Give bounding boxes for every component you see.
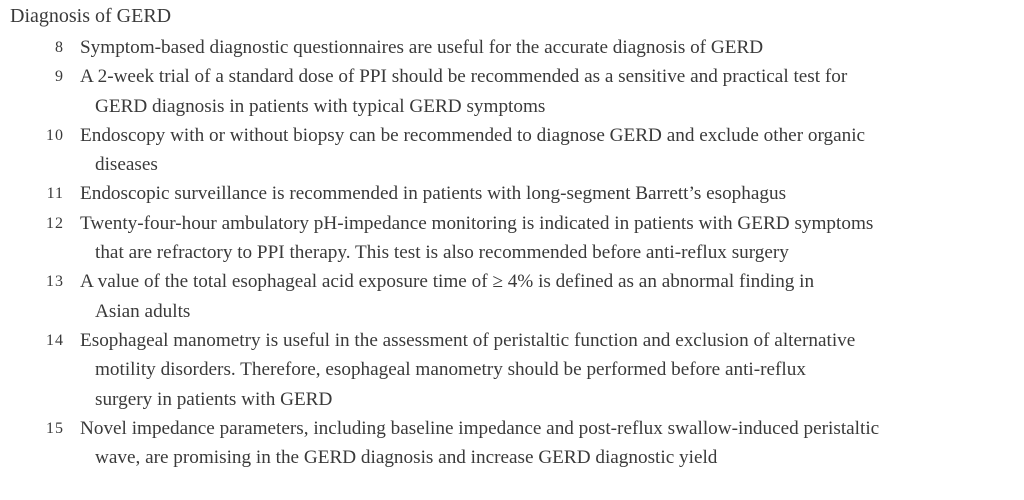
statement-text-line: that are refractory to PPI therapy. This test is also recommended before anti-reflux surgery (95, 242, 789, 264)
statement-text-line: Asian adults (95, 300, 191, 322)
statement-text-line: motility disorders. Therefore, esophageal manometry should be performed before anti-reflux (95, 359, 806, 381)
statement-item (0, 33, 1024, 62)
statement-number: 9 (55, 68, 64, 86)
statement-number: 10 (46, 126, 64, 144)
statement-item (0, 62, 1024, 121)
statement-text-line: Esophageal manometry is useful in the assessment of peristaltic function and exclusion of alternative (80, 329, 856, 351)
statement-number: 11 (46, 185, 64, 203)
statement-number: 14 (46, 331, 64, 349)
statement-item (0, 209, 1024, 268)
statement-text-line: A value of the total esophageal acid exposure time of ≥ 4% is defined as an abnormal finding in (80, 271, 815, 293)
section-heading: Diagnosis of GERD (10, 5, 172, 27)
statement-text-line: Twenty-four-hour ambulatory pH-impedance monitoring is indicated in patients with GERD symptoms (80, 212, 874, 234)
statement-item (0, 179, 1024, 208)
statement-number: 8 (55, 39, 64, 56)
statement-text-line: wave, are promising in the GERD diagnosis and increase GERD diagnostic yield (95, 447, 718, 469)
statement-text-line: GERD diagnosis in patients with typical GERD symptoms (95, 95, 546, 117)
statement-list (0, 33, 1024, 472)
statement-number: 15 (46, 419, 64, 437)
statement-text-line: A 2-week trial of a standard dose of PPI should be recommended as a sensitive and practical test for (80, 66, 848, 88)
statement-text-line: Endoscopy with or without biopsy can be recommended to diagnose GERD and exclude other organic (80, 124, 866, 146)
statement-text-line: diseases (95, 154, 158, 176)
statement-text-line: surgery in patients with GERD (95, 388, 333, 410)
statement-item (0, 121, 1024, 180)
statement-item (0, 267, 1024, 326)
statement-text-line: Symptom-based diagnostic questionnaires are useful for the accurate diagnosis of GERD (80, 37, 764, 58)
statement-text-line: Endoscopic surveillance is recommended in patients with long-segment Barrett’s esophagus (80, 183, 787, 205)
statement-item (0, 414, 1024, 473)
statement-item (0, 326, 1024, 414)
statement-text-line: Novel impedance parameters, including baseline impedance and post-reflux swallow-induced peristaltic (80, 417, 880, 439)
statement-number: 12 (46, 214, 64, 232)
statement-number: 13 (46, 273, 64, 291)
